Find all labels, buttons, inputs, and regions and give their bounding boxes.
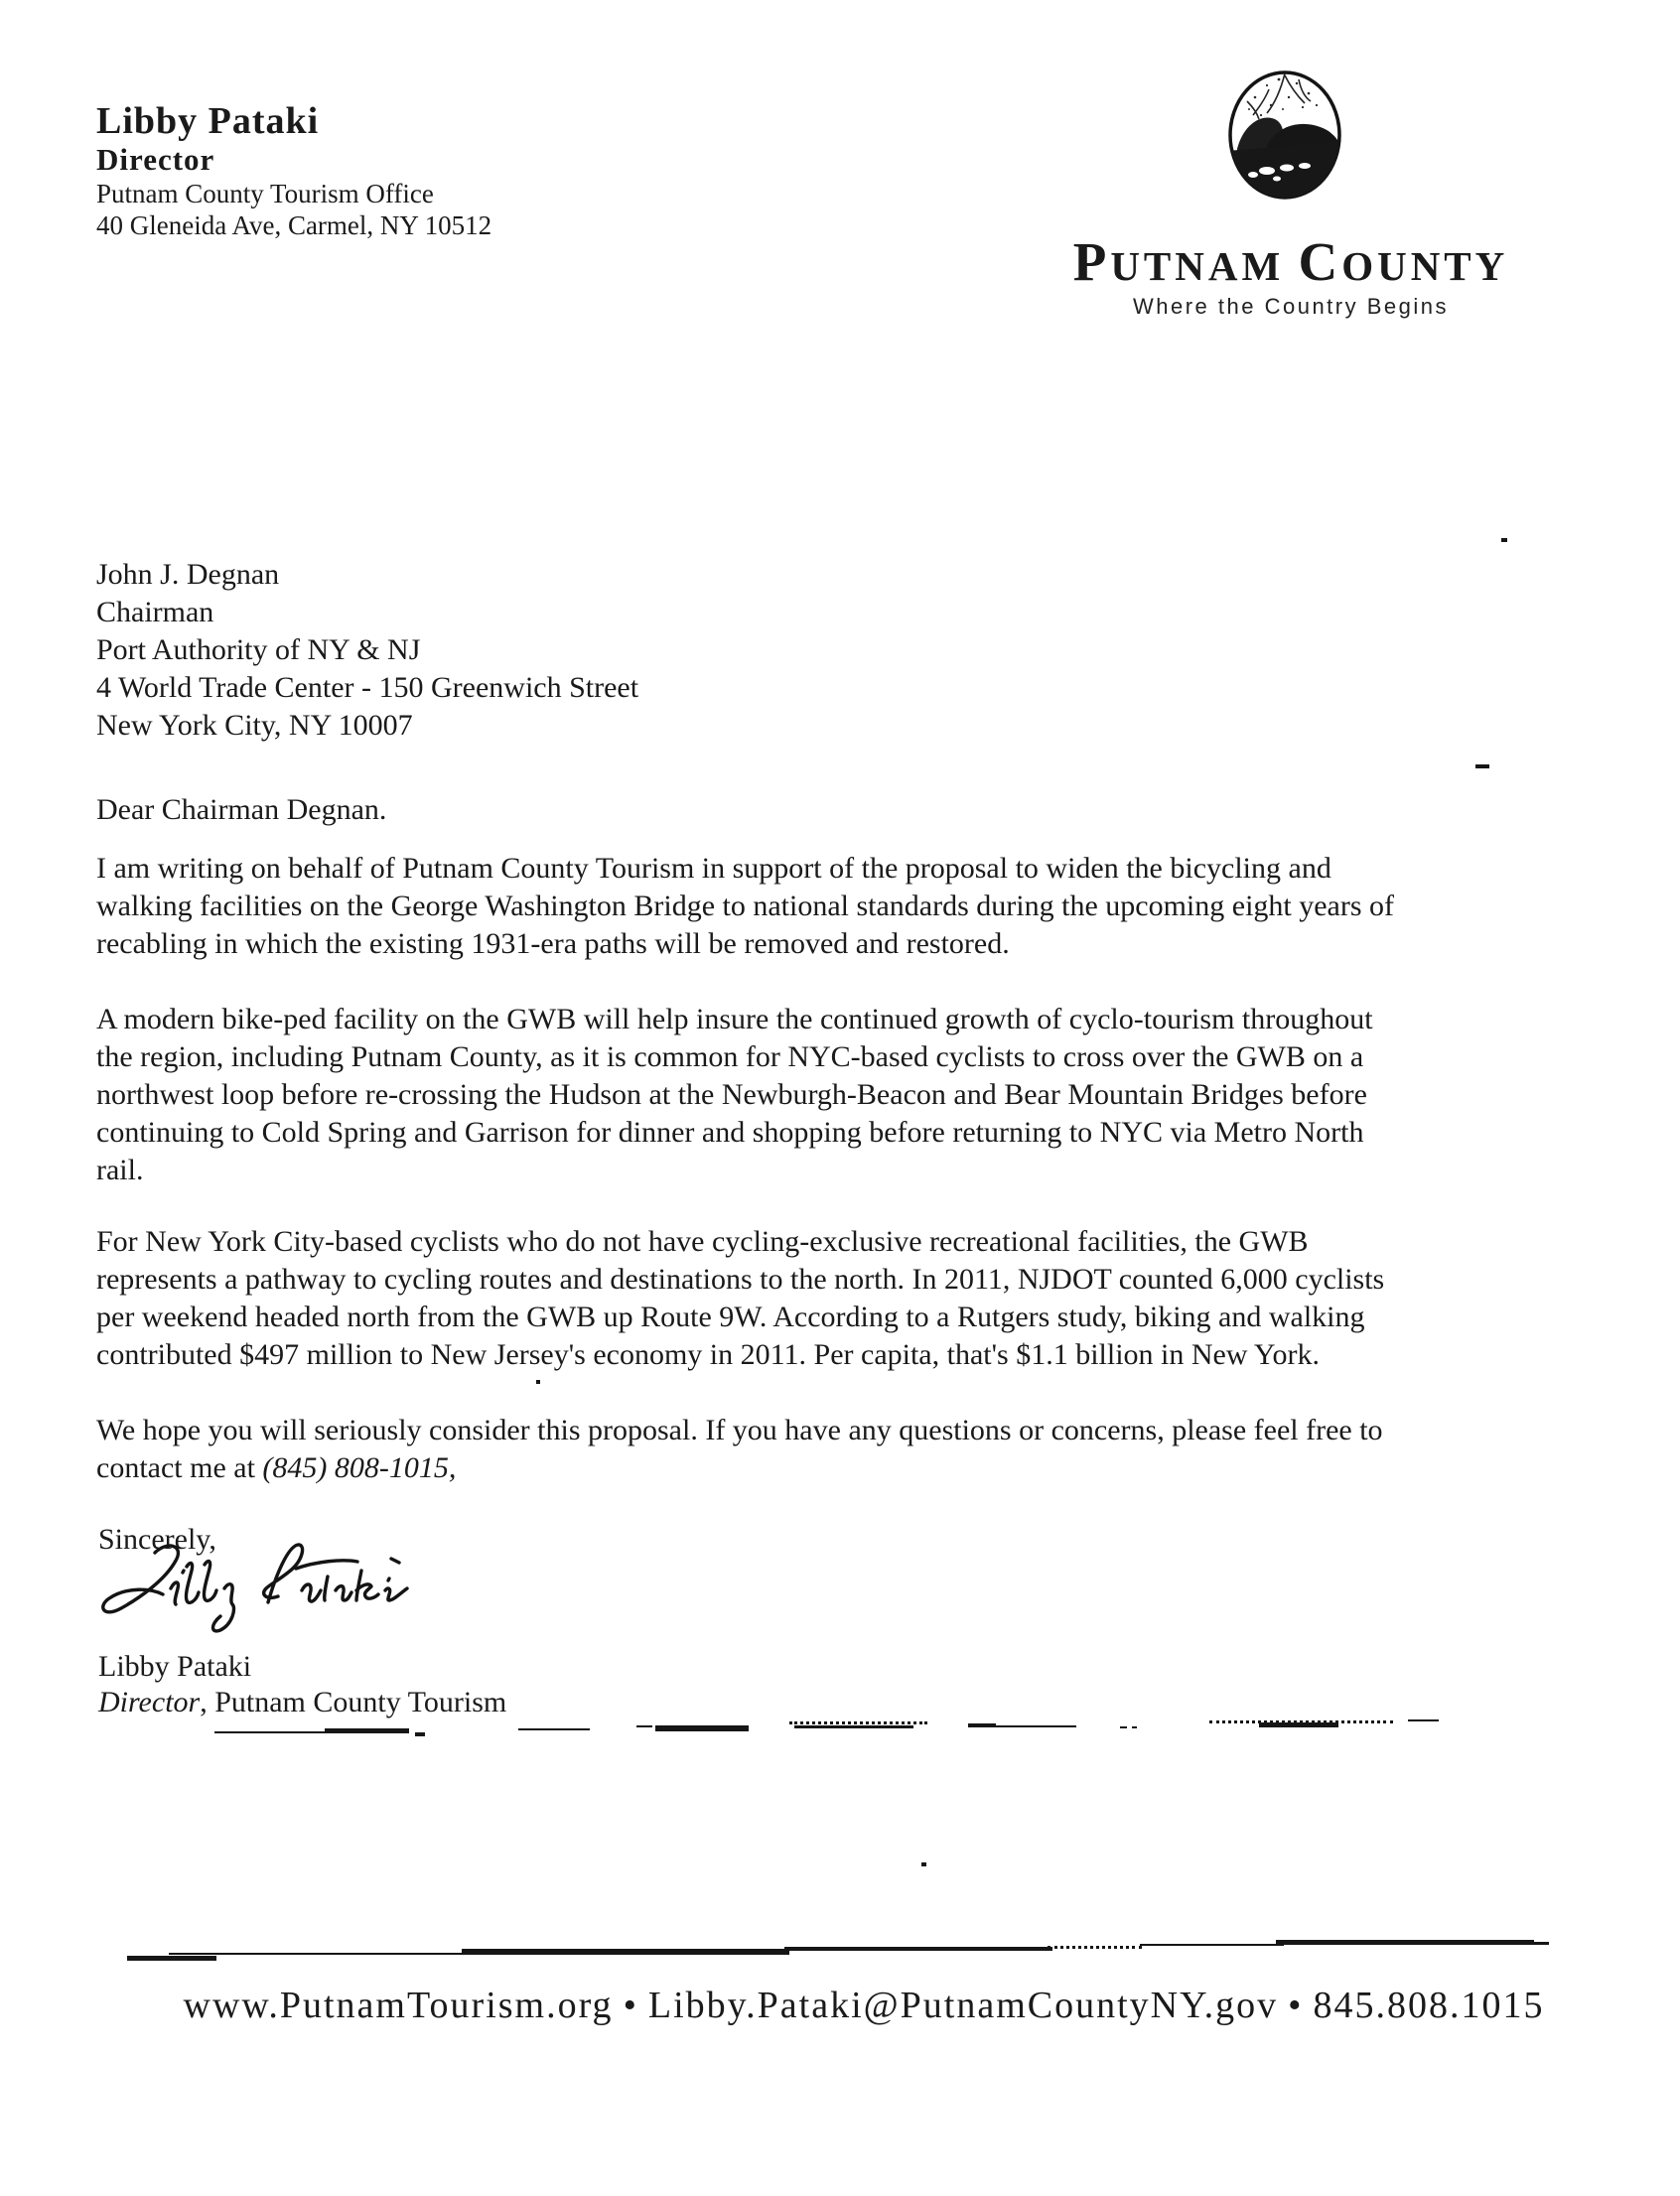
footer-website: www.PutnamTourism.org	[183, 1985, 614, 2026]
signature-title-italic: Director	[98, 1686, 201, 1718]
putnam-county-logo-icon	[1209, 50, 1360, 231]
wordmark-initial: C	[1298, 231, 1342, 292]
logo-wordmark: PUTNAM COUNTY	[1072, 231, 1509, 292]
signature-printed-name: Libby Pataki	[98, 1650, 252, 1683]
contact-phone: (845) 808-1015,	[262, 1451, 457, 1484]
letterhead-address: 40 Gleneida Ave, Carmel, NY 10512	[96, 210, 492, 240]
handwritten-signature-icon	[91, 1537, 419, 1661]
logo-tagline: Where the Country Begins	[1132, 294, 1450, 319]
body-paragraph-3: For New York City-based cyclists who do not have cycling-exclusive recreational facilities, the GWB represents a pathway to cycling routes and destinations to the north. In 2011, NJDOT counted 6,000 cyclists per weekend headed north from the GWB up Route 9W. According to a Rutgers study, biking and walking contributed $497 million to New Jersey's economy in 2011. Per capita, that's $1.1 billion in New York.	[96, 1225, 1385, 1371]
signature-title-line	[98, 1684, 506, 1721]
scan-artifact-dot	[1501, 538, 1507, 542]
recipient-address-block: John J. Degnan Chairman Port Authority of NY & NJ 4 World Trade Center - 150 Greenwich Street New York City, NY 10007	[96, 558, 639, 742]
wordmark-initial: P	[1072, 231, 1111, 292]
bullet-separator-icon: •	[1288, 1985, 1304, 2026]
signature-title-rest: , Putnam County Tourism	[200, 1686, 507, 1718]
footer-phone: 845.808.1015	[1313, 1985, 1545, 2026]
body-paragraph-2: A modern bike-ped facility on the GWB will help insure the continued growth of cyclo-tourism throughout the region, including Putnam County, as it is common for NYC-based cyclists to cross over the GWB on a northwest loop before re-crossing the Hudson at the Newburgh-Beacon and Bear Mountain Bridges before continuing to Cold Spring and Garrison for dinner and shopping before returning to NYC via Metro North rail.	[96, 1003, 1373, 1186]
footer-contact-line	[0, 1984, 1680, 2027]
bullet-separator-icon: •	[623, 1985, 638, 2026]
scan-artifact-dot	[536, 1380, 540, 1384]
letterhead-org: Putnam County Tourism Office	[96, 179, 434, 208]
body-paragraph-1: I am writing on behalf of Putnam County Tourism in support of the proposal to widen the bicycling and walking facilities on the George Washington Bridge to national standards during the upcoming eight years of recabling in which the existing 1931-era paths will be removed and restored.	[96, 852, 1395, 960]
paragraph-4-line-2: contact me at	[96, 1451, 263, 1484]
letterhead-name: Libby Pataki	[96, 100, 320, 142]
paragraph-4-line-1: We hope you will seriously consider this proposal. If you have any questions or concerns, please feel free to	[96, 1414, 1383, 1446]
footer-email: Libby.Pataki@PutnamCountyNY.gov	[647, 1985, 1279, 2026]
scan-artifact-dash	[1475, 764, 1489, 768]
letterhead-title: Director	[96, 142, 215, 177]
body-paragraph-4	[96, 1412, 1383, 1487]
scan-artifact-dot	[921, 1862, 926, 1866]
valediction: Sincerely,	[98, 1523, 216, 1556]
salutation: Dear Chairman Degnan.	[96, 793, 387, 826]
